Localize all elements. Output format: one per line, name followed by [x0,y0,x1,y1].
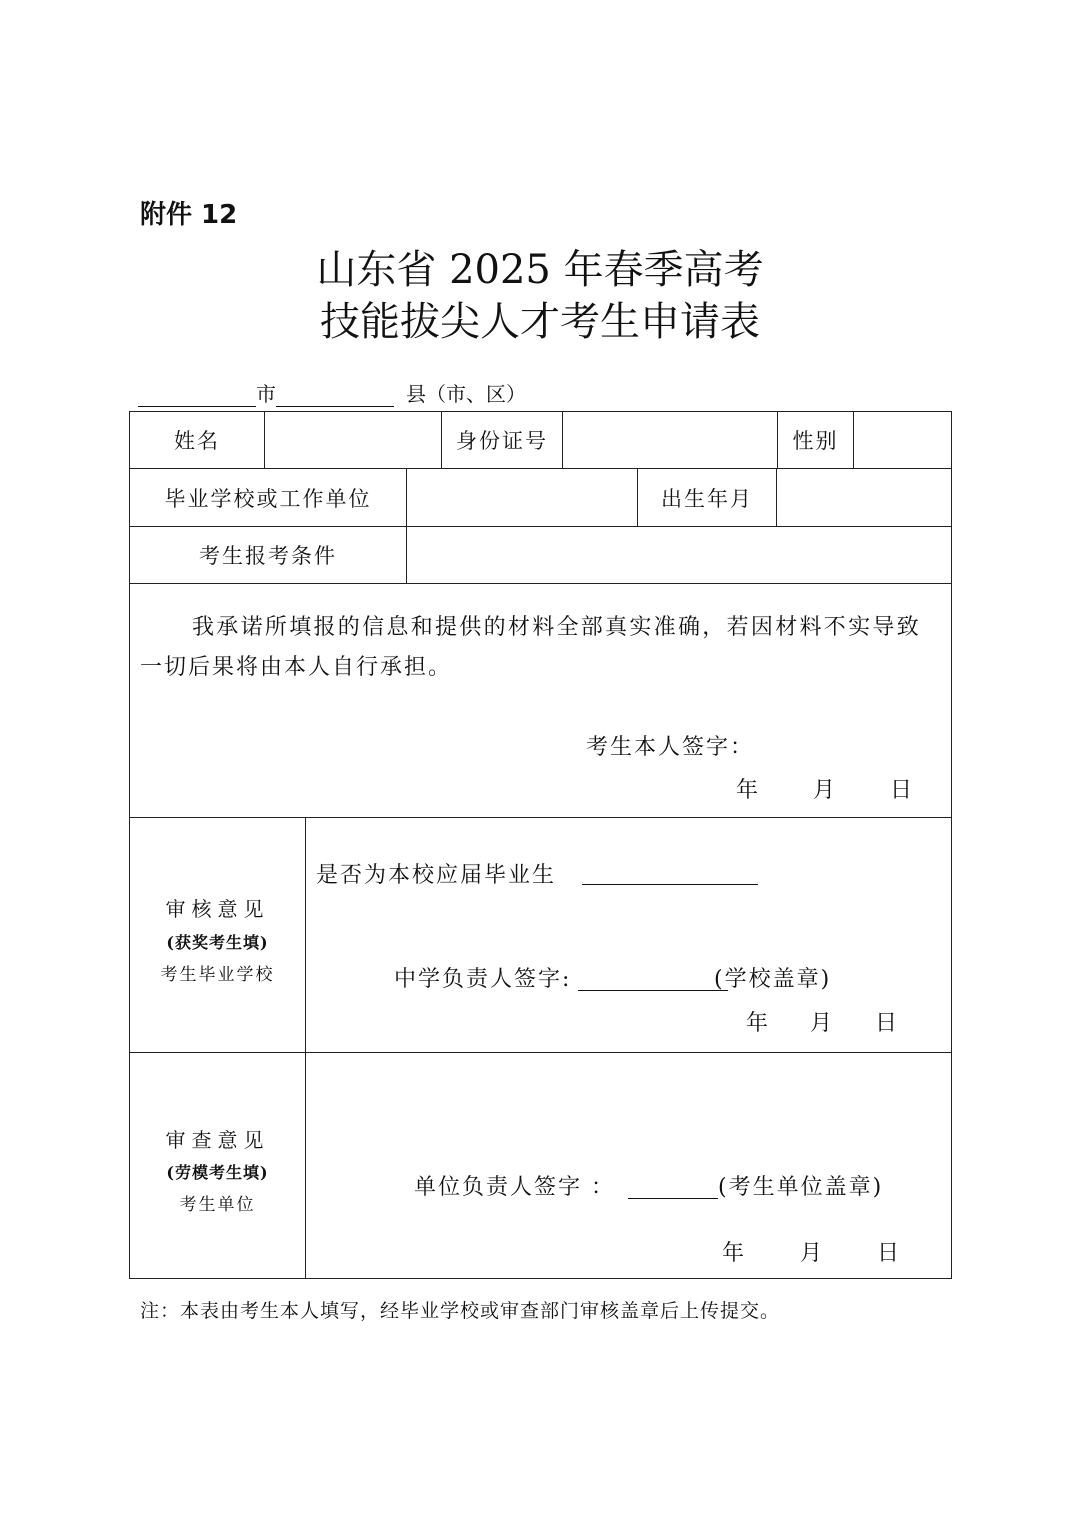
gender-label: 性别 [792,429,839,453]
review-subtitle2: 考生毕业学校 [160,965,275,985]
form-title-line1: 山东省 2025 年春季高考 [316,247,764,293]
inspect-title: 审查意见 [165,1128,270,1152]
review-date-day: 日 [875,1011,900,1036]
pledge-text-line2: 一切后果将由本人自行承担。 [140,655,453,680]
employer-seal-label: (考生单位盖章) [718,1175,884,1200]
pledge-date-day: 日 [890,778,915,803]
exam-condition-label: 考生报考条件 [199,544,337,568]
school-or-employer-field[interactable] [407,469,637,526]
employer-signature-label: 单位负责人签字 ： [414,1175,615,1200]
region-line [138,378,526,408]
county-blank[interactable] [276,384,394,407]
school-signature-label: 中学负责人签字: [394,967,572,992]
city-suffix: 市 [256,382,276,406]
id-number-field[interactable] [563,412,777,468]
inspect-date-month: 月 [800,1241,825,1266]
form-title-line2: 技能拔尖人才考生申请表 [320,299,760,345]
birth-date-field[interactable] [777,469,951,526]
inspect-subtitle: (劳模考生填) [166,1163,269,1182]
birth-date-label: 出生年月 [661,486,753,511]
school-seal-label: (学校盖章) [714,967,832,992]
gender-field[interactable] [854,412,951,468]
inspect-date-year: 年 [722,1241,747,1266]
review-date-year: 年 [746,1011,771,1036]
applicant-signature-label: 考生本人签字： [586,735,755,760]
attachment-label: 附件 12 [140,200,238,230]
school-signature-blank[interactable] [578,968,728,991]
id-number-label: 身份证号 [456,429,548,453]
exam-condition-field[interactable] [407,527,951,583]
name-field[interactable] [265,412,441,468]
fresh-graduate-question: 是否为本校应届毕业生 [316,863,557,888]
employer-signature-blank[interactable] [628,1176,718,1199]
county-suffix: 县（市、区） [406,382,526,406]
review-title: 审核意见 [165,897,270,921]
review-date-month: 月 [810,1011,835,1036]
pledge-date-year: 年 [736,778,761,803]
city-blank[interactable] [138,384,256,407]
pledge-text-line1: 我承诺所填报的信息和提供的材料全部真实准确，若因材料不实导致 [192,615,922,640]
fresh-graduate-answer-blank[interactable] [582,862,758,885]
review-subtitle: (获奖考生填) [166,933,269,952]
name-label: 姓名 [174,429,220,453]
inspect-date-day: 日 [877,1241,902,1266]
school-or-employer-label: 毕业学校或工作单位 [164,486,372,511]
footnote: 注：本表由考生本人填写，经毕业学校或审查部门审核盖章后上传提交。 [140,1300,781,1322]
application-form-table [129,411,952,1279]
pledge-date-month: 月 [813,778,838,803]
inspect-subtitle2: 考生单位 [179,1195,256,1215]
